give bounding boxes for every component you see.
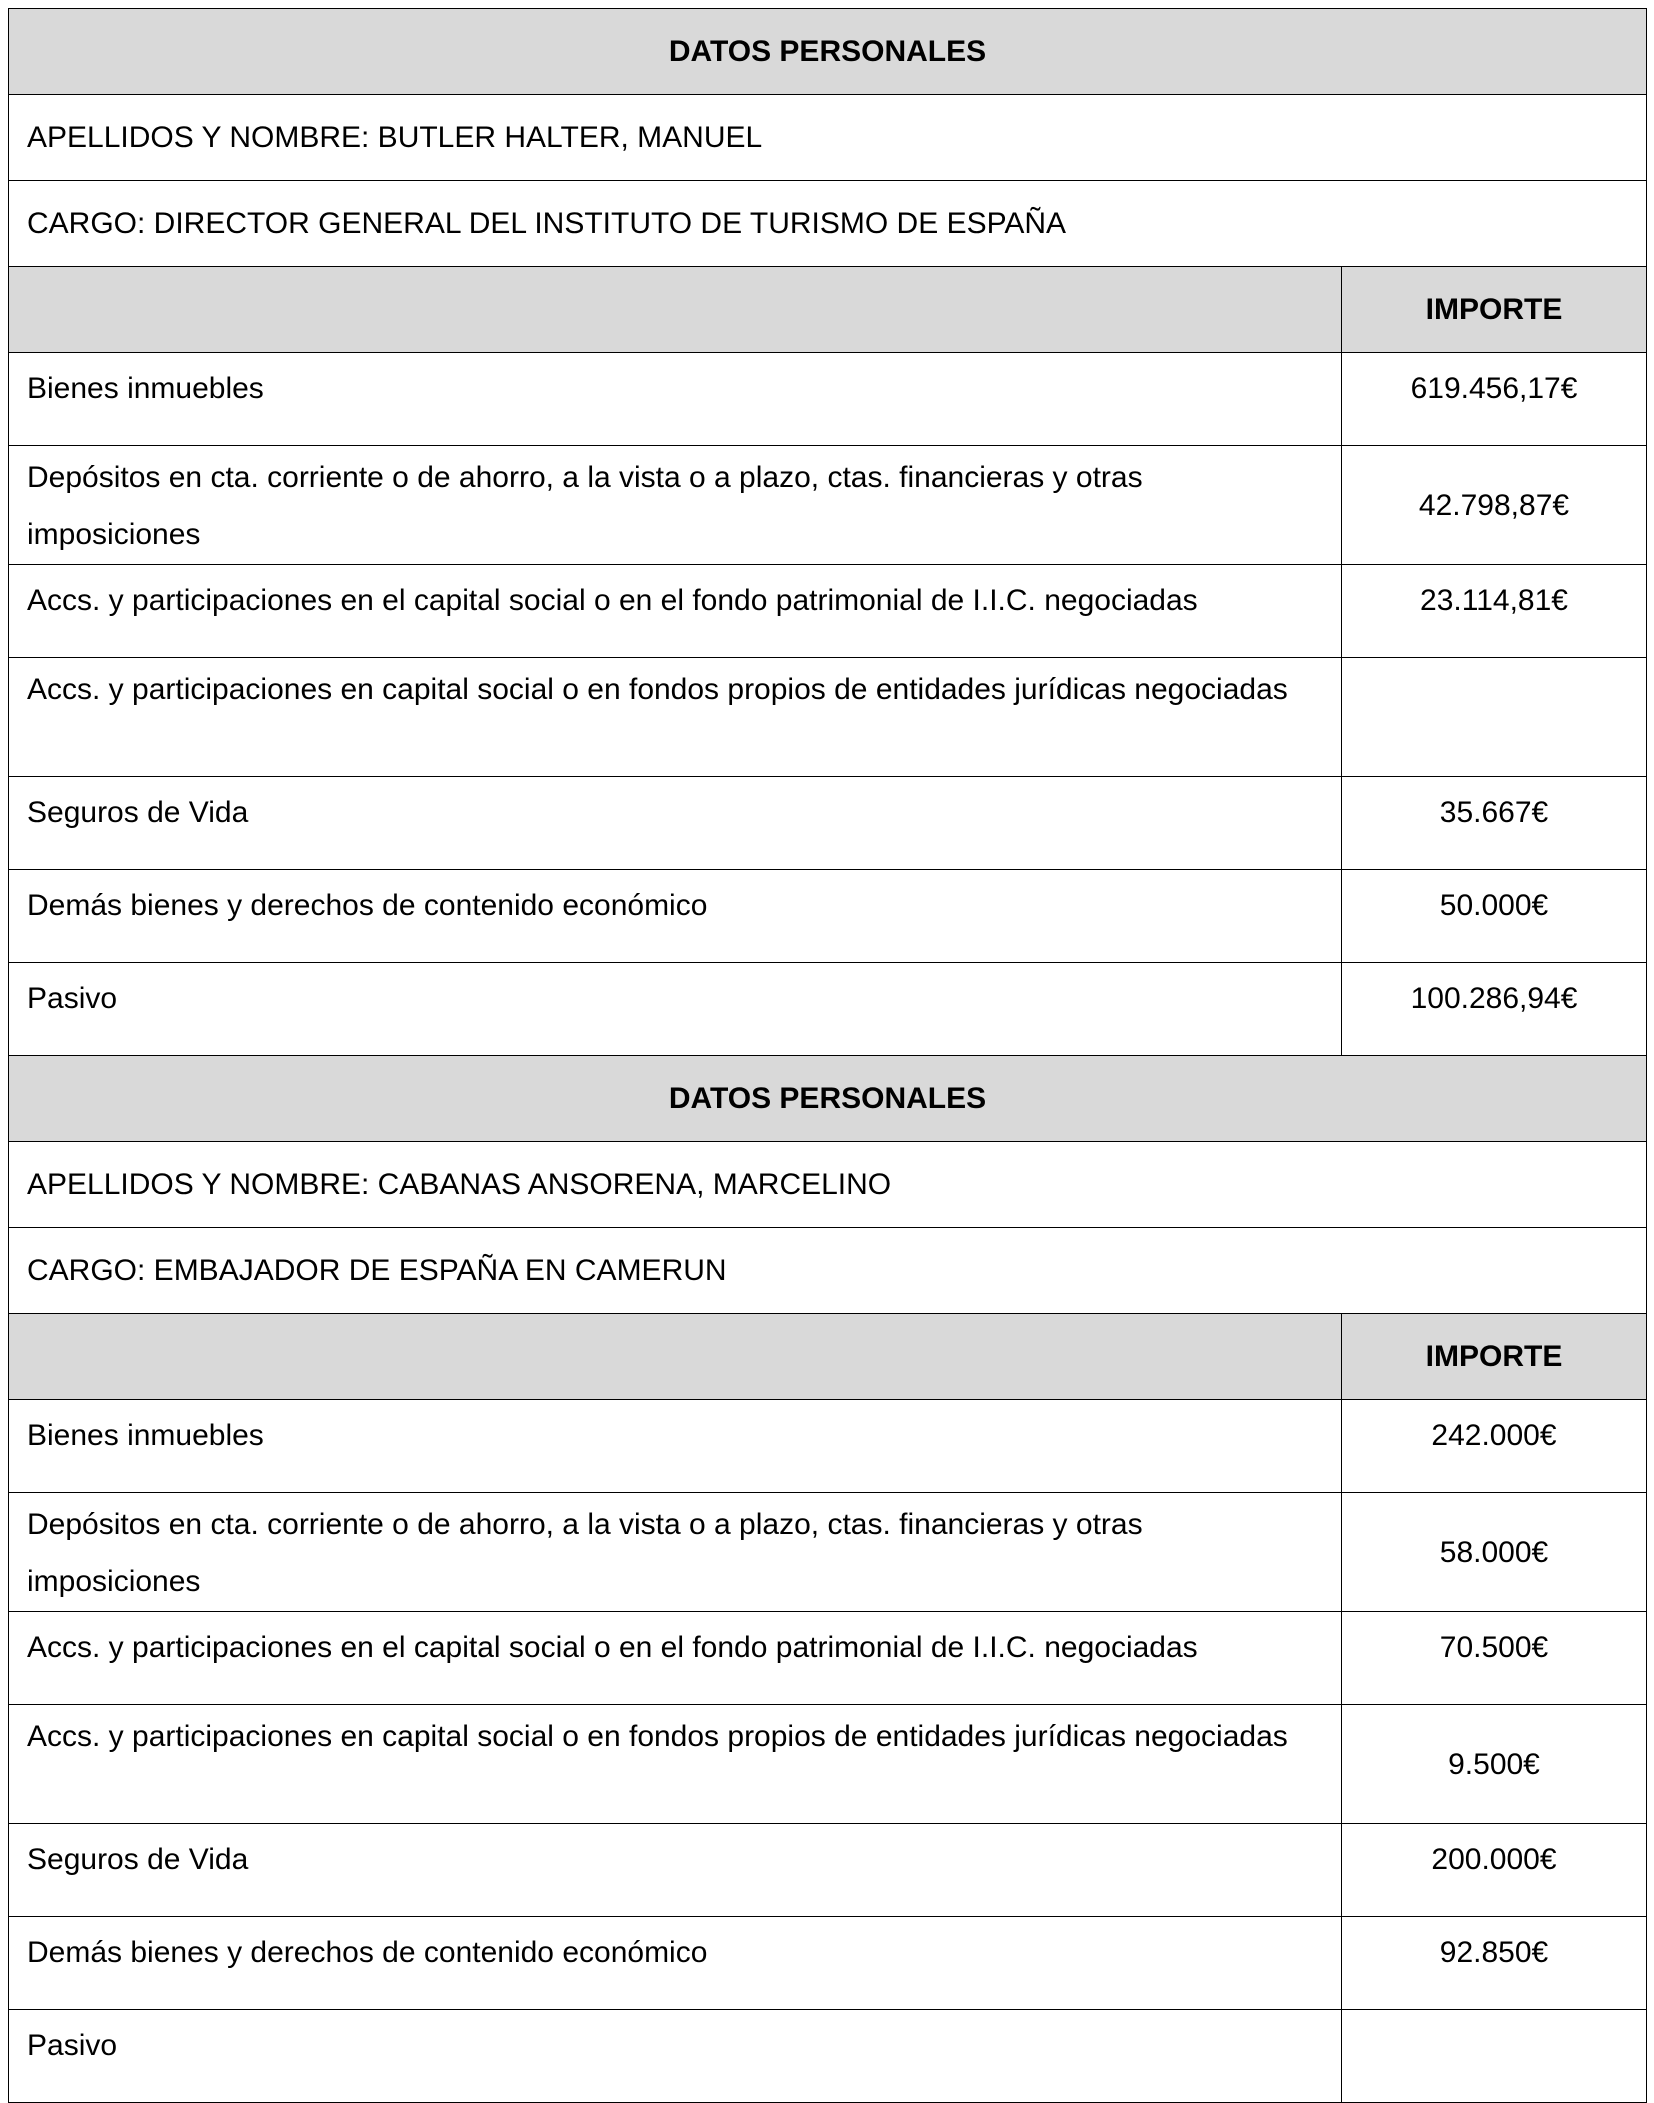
asset-declaration-table [8, 1055, 1647, 2103]
name-line: APELLIDOS Y NOMBRE: BUTLER HALTER, MANUEL [9, 95, 1647, 181]
asset-amount: 200.000€ [1342, 1824, 1647, 1917]
asset-label: Bienes inmuebles [9, 353, 1342, 446]
concept-header-cell [9, 267, 1342, 353]
asset-label: Accs. y participaciones en el capital social o en el fondo patrimonial de I.I.C. negociadas [9, 1612, 1342, 1705]
asset-row [9, 353, 1647, 446]
name-line: APELLIDOS Y NOMBRE: CABANAS ANSORENA, MARCELINO [9, 1142, 1647, 1228]
asset-row [9, 1917, 1647, 2010]
asset-amount: 9.500€ [1342, 1705, 1647, 1824]
asset-row [9, 963, 1647, 1056]
asset-label: Accs. y participaciones en el capital social o en el fondo patrimonial de I.I.C. negociadas [9, 565, 1342, 658]
column-header-row [9, 1314, 1647, 1400]
asset-row [9, 565, 1647, 658]
asset-row [9, 1705, 1647, 1824]
asset-row [9, 1612, 1647, 1705]
asset-label: Seguros de Vida [9, 777, 1342, 870]
asset-label: Pasivo [9, 963, 1342, 1056]
section-header-row [9, 9, 1647, 95]
name-row [9, 95, 1647, 181]
position-line: CARGO: EMBAJADOR DE ESPAÑA EN CAMERUN [9, 1228, 1647, 1314]
asset-label: Depósitos en cta. corriente o de ahorro, a la vista o a plazo, ctas. financieras y otras imposiciones [9, 1493, 1342, 1612]
asset-row [9, 2010, 1647, 2103]
asset-row [9, 1400, 1647, 1493]
asset-label: Bienes inmuebles [9, 1400, 1342, 1493]
asset-amount: 70.500€ [1342, 1612, 1647, 1705]
column-header-row [9, 267, 1647, 353]
section-title: DATOS PERSONALES [9, 1056, 1647, 1142]
asset-amount [1342, 2010, 1647, 2103]
asset-row [9, 1824, 1647, 1917]
asset-amount: 92.850€ [1342, 1917, 1647, 2010]
section-title: DATOS PERSONALES [9, 9, 1647, 95]
section-header-row [9, 1056, 1647, 1142]
position-line: CARGO: DIRECTOR GENERAL DEL INSTITUTO DE TURISMO DE ESPAÑA [9, 181, 1647, 267]
asset-row [9, 870, 1647, 963]
asset-declaration-table [8, 8, 1647, 1056]
asset-label: Demás bienes y derechos de contenido económico [9, 1917, 1342, 2010]
asset-row [9, 658, 1647, 777]
asset-row [9, 446, 1647, 565]
asset-label: Demás bienes y derechos de contenido económico [9, 870, 1342, 963]
asset-amount: 100.286,94€ [1342, 963, 1647, 1056]
asset-amount: 50.000€ [1342, 870, 1647, 963]
asset-row [9, 1493, 1647, 1612]
asset-amount: 35.667€ [1342, 777, 1647, 870]
asset-amount: 58.000€ [1342, 1493, 1647, 1612]
asset-label: Accs. y participaciones en capital social o en fondos propios de entidades jurídicas negociadas [9, 1705, 1342, 1824]
asset-label: Pasivo [9, 2010, 1342, 2103]
asset-amount: 42.798,87€ [1342, 446, 1647, 565]
asset-amount: 242.000€ [1342, 1400, 1647, 1493]
asset-label: Accs. y participaciones en capital social o en fondos propios de entidades jurídicas negociadas [9, 658, 1342, 777]
amount-header: IMPORTE [1342, 267, 1647, 353]
asset-label: Seguros de Vida [9, 1824, 1342, 1917]
position-row [9, 181, 1647, 267]
asset-amount: 23.114,81€ [1342, 565, 1647, 658]
position-row [9, 1228, 1647, 1314]
amount-header: IMPORTE [1342, 1314, 1647, 1400]
concept-header-cell [9, 1314, 1342, 1400]
asset-amount [1342, 658, 1647, 777]
asset-label: Depósitos en cta. corriente o de ahorro, a la vista o a plazo, ctas. financieras y otras imposiciones [9, 446, 1342, 565]
asset-amount: 619.456,17€ [1342, 353, 1647, 446]
asset-row [9, 777, 1647, 870]
name-row [9, 1142, 1647, 1228]
